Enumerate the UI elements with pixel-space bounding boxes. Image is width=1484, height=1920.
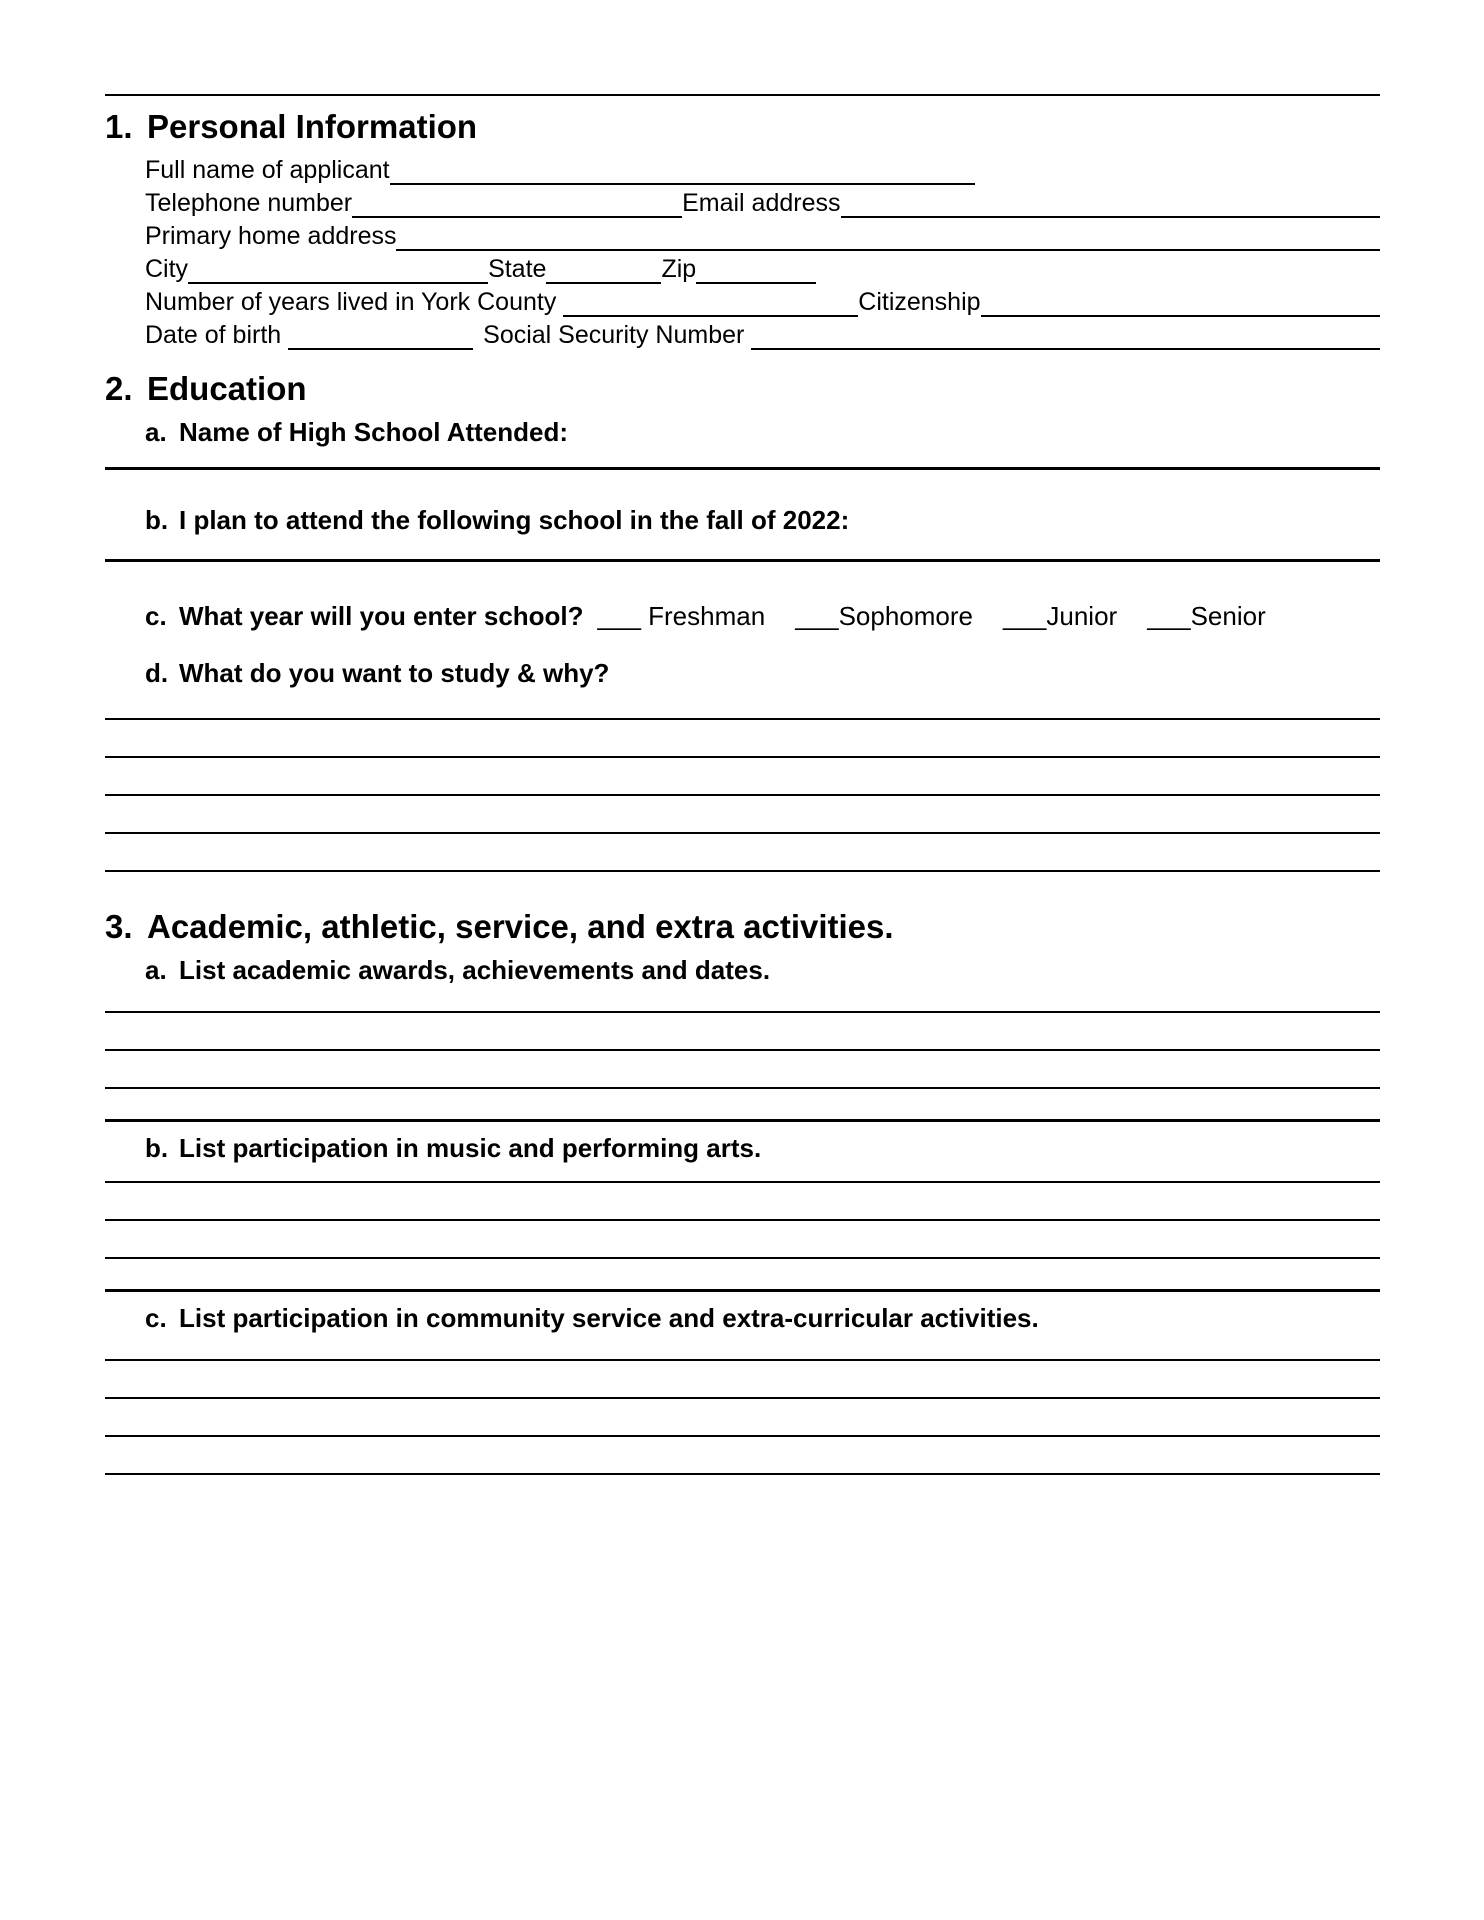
email-blank[interactable] xyxy=(841,212,1381,218)
item-3c-letter: c. xyxy=(145,1303,167,1333)
answer-line[interactable] xyxy=(105,1219,1380,1221)
telephone-label: Telephone number xyxy=(145,189,353,217)
email-label: Email address xyxy=(682,189,841,217)
answer-line-2b[interactable] xyxy=(105,559,1380,562)
personal-fields xyxy=(145,152,1380,350)
answer-line[interactable] xyxy=(105,1289,1380,1292)
item-3a-label: List academic awards, achievements and dates. xyxy=(179,955,771,985)
top-divider xyxy=(105,94,1380,96)
answer-line[interactable] xyxy=(105,1119,1380,1122)
answer-line[interactable] xyxy=(105,756,1380,758)
state-label: State xyxy=(488,255,547,283)
ssn-label: Social Security Number xyxy=(483,321,752,349)
years-in-county-blank[interactable] xyxy=(563,311,858,317)
answer-line[interactable] xyxy=(105,794,1380,796)
year-option-junior[interactable]: ___Junior xyxy=(1003,601,1118,631)
item-2c xyxy=(145,600,1380,633)
home-address-blank[interactable] xyxy=(396,245,1380,251)
item-3c xyxy=(145,1302,1380,1335)
item-2b-letter: b. xyxy=(145,505,169,535)
field-row-years-citizenship xyxy=(145,284,1380,317)
field-row-address xyxy=(145,218,1380,251)
section-3-title: Academic, athletic, service, and extra activities. xyxy=(147,908,894,945)
section-2-number: 2. xyxy=(105,370,133,407)
section-activities-heading xyxy=(105,906,1380,948)
answer-line[interactable] xyxy=(105,1473,1380,1475)
item-2a xyxy=(145,416,1380,449)
zip-label: Zip xyxy=(661,255,697,283)
item-3b-letter: b. xyxy=(145,1133,169,1163)
field-row-full-name xyxy=(145,152,975,185)
city-blank[interactable] xyxy=(188,278,488,284)
item-3a xyxy=(145,954,1380,987)
answer-line-2a[interactable] xyxy=(105,467,1380,470)
field-row-city-state-zip xyxy=(145,251,1380,284)
full-name-label: Full name of applicant xyxy=(145,156,390,184)
answer-line[interactable] xyxy=(105,1359,1380,1361)
answer-line[interactable] xyxy=(105,1087,1380,1089)
field-row-dob-ssn xyxy=(145,317,1380,350)
full-name-blank[interactable] xyxy=(390,179,975,185)
item-2b xyxy=(145,504,1380,537)
item-3b-label: List participation in music and performing arts. xyxy=(179,1133,762,1163)
section-2-title: Education xyxy=(147,370,307,407)
item-2a-label: Name of High School Attended: xyxy=(179,417,569,447)
answer-line[interactable] xyxy=(105,718,1380,720)
item-3c-label: List participation in community service and extra-curricular activities. xyxy=(179,1303,1039,1333)
item-3a-letter: a. xyxy=(145,955,167,985)
item-2c-label: What year will you enter school? xyxy=(179,601,584,631)
answer-line[interactable] xyxy=(105,832,1380,834)
item-2d xyxy=(145,657,1380,690)
years-in-county-label: Number of years lived in York County xyxy=(145,288,564,316)
year-option-sophomore[interactable]: ___Sophomore xyxy=(795,601,973,631)
item-2b-label: I plan to attend the following school in the fall of 2022: xyxy=(179,505,850,535)
date-of-birth-blank[interactable] xyxy=(288,344,473,350)
section-1-title: Personal Information xyxy=(147,108,478,145)
answer-line[interactable] xyxy=(105,1435,1380,1437)
section-education-heading xyxy=(105,368,1380,410)
item-2d-letter: d. xyxy=(145,658,169,688)
city-label: City xyxy=(145,255,189,283)
state-blank[interactable] xyxy=(546,278,661,284)
item-2d-label: What do you want to study & why? xyxy=(179,658,610,688)
telephone-blank[interactable] xyxy=(352,212,682,218)
answer-line[interactable] xyxy=(105,1397,1380,1399)
item-3b xyxy=(145,1132,1380,1165)
year-option-freshman[interactable]: ___ Freshman xyxy=(597,601,766,631)
citizenship-blank[interactable] xyxy=(981,311,1380,317)
item-2c-letter: c. xyxy=(145,601,167,631)
answer-line[interactable] xyxy=(105,1011,1380,1013)
citizenship-label: Citizenship xyxy=(858,288,981,316)
date-of-birth-label: Date of birth xyxy=(145,321,289,349)
home-address-label: Primary home address xyxy=(145,222,397,250)
section-personal-heading xyxy=(105,106,1380,148)
answer-line[interactable] xyxy=(105,1257,1380,1259)
answer-line[interactable] xyxy=(105,870,1380,872)
section-3-number: 3. xyxy=(105,908,133,945)
answer-line[interactable] xyxy=(105,1049,1380,1051)
item-2a-letter: a. xyxy=(145,417,167,447)
answer-line[interactable] xyxy=(105,1181,1380,1183)
section-1-number: 1. xyxy=(105,108,133,145)
zip-blank[interactable] xyxy=(696,278,816,284)
ssn-blank[interactable] xyxy=(751,344,1380,350)
year-option-senior[interactable]: ___Senior xyxy=(1147,601,1266,631)
field-row-phone-email xyxy=(145,185,1380,218)
